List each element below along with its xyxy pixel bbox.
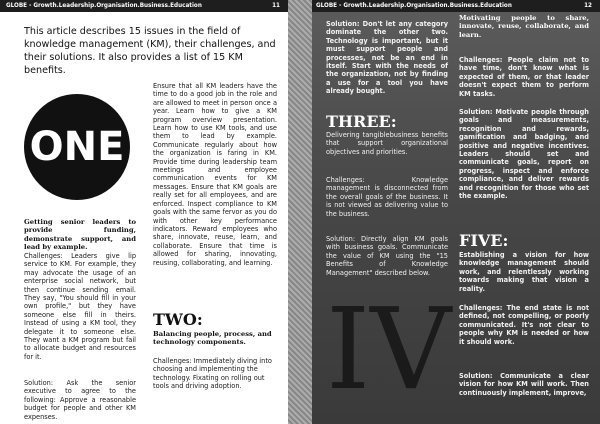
section-two-solution: Solution: Don't let any category dominate the other two. Technology is important, but it must support people and processes, not be an end in itself. Start with the needs of the organization, not by finding a use for a tool you have already bought. xyxy=(326,20,448,96)
section-one-heading: Getting senior leaders to provide funding, demonstrate support, and lead by example. xyxy=(24,218,136,252)
section-four-solution: Solution: Motivate people through goals and measurements, recognition and rewards, gamification and badging, and positive and negative incentives. Leaders should set and communicate goals, report on progress, inspect and enforce compliance, and deliver rewards and recognition for those who set the example. xyxy=(459,108,589,201)
left-page-header xyxy=(0,0,288,12)
section-four-heading: Motivating people to share, innovate, reuse, collaborate, and learn. xyxy=(459,14,589,39)
right-page xyxy=(312,0,600,424)
section-one-challenges: Challenges: Leaders give lip service to KM. For example, they may advocate the usage of an enterprise social network, but then continue sending email. They say, "You should fill in your own profile," but they have someone else fill in theirs. Instead of using a KM tool, they delegate it to someone else. They want a KM program but fail to allocate budget and resources for it. xyxy=(24,252,136,361)
one-graphic xyxy=(24,94,130,200)
right-header-title: GLOBE - Growth.Leadership.Organisation.Business.Education xyxy=(316,2,512,9)
page-gutter xyxy=(288,0,312,424)
section-two-challenges: Challenges: Immediately diving into choosing and implementing the technology. Fixating on rolling out tools and driving adoption. xyxy=(153,357,272,391)
section-five-heading: Establishing a vision for how knowledge management should work, and relentlessly working towards making that vision a reality. xyxy=(459,251,589,293)
one-graphic-label: ONE xyxy=(29,124,125,170)
left-page xyxy=(0,0,288,424)
left-header-title: GLOBE - Growth.Leadership.Organisation.Business.Education xyxy=(6,2,202,9)
right-page-number: 12 xyxy=(584,2,592,9)
section-three-challenges: Challenges: Knowledge management is disconnected from the overall goals of the business. It is not viewed as delivering value to the business. xyxy=(326,176,448,218)
section-three-solution: Solution: Directly align KM goals with business goals. Communicate the value of KM using the "15 Benefits of Knowledge Management" described below. xyxy=(326,235,448,277)
section-two-title: TWO: xyxy=(153,310,203,329)
section-one-continued: Ensure that all KM leaders have the time to do a good job in the role and are allowed to meet in person once a year. Learn how to give a KM program overview presentation. Learn how to use KM tools, and use them to lead by example. Communicate regularly about how the organization is faring in KM. Provide time during leadership team meetings and employee communication events for KM messages. Ensure that KM goals are really set for all employees, and are enforced. Inspect compliance to KM goals with the same fervor as you do with other key performance indicators. Reward employees who share, innovate, reuse, learn, and collaborate. Ensure that time is allowed for sharing, innovating, reusing, collaborating, and learning. xyxy=(153,82,277,267)
section-one-solution: Solution: Ask the senior executive to agree to the following: Approve a reasonable budget for people and other KM expenses. xyxy=(24,379,136,421)
section-five-solution: Solution: Communicate a clear vision for how KM will work. Then continuously implement, improve, xyxy=(459,372,589,397)
section-three-heading: Delivering tangiblebusiness benefits that support organizational objectives and priorities. xyxy=(326,131,448,156)
section-four-challenges: Challenges: People claim not to have time, don't know what is expected of them, or that leader doesn't expect them to perform KM tasks. xyxy=(459,56,589,98)
section-five-title: FIVE: xyxy=(459,231,509,250)
left-page-number: 11 xyxy=(272,2,280,9)
right-page-header xyxy=(312,0,600,12)
section-two-heading: Balancing people, process, and technology components. xyxy=(153,330,272,347)
section-three-title: THREE: xyxy=(326,112,397,131)
section-five-challenges: Challenges: The end state is not defined, not compelling, or poorly communicated. It's not clear to people why KM is needed or how it should work. xyxy=(459,304,589,346)
four-graphic: IV xyxy=(326,285,452,415)
intro-paragraph: This article describes 15 issues in the field of knowledge management (KM), their challenges, and their solutions. It also provides a list of 15 KM benefits. xyxy=(24,26,276,76)
